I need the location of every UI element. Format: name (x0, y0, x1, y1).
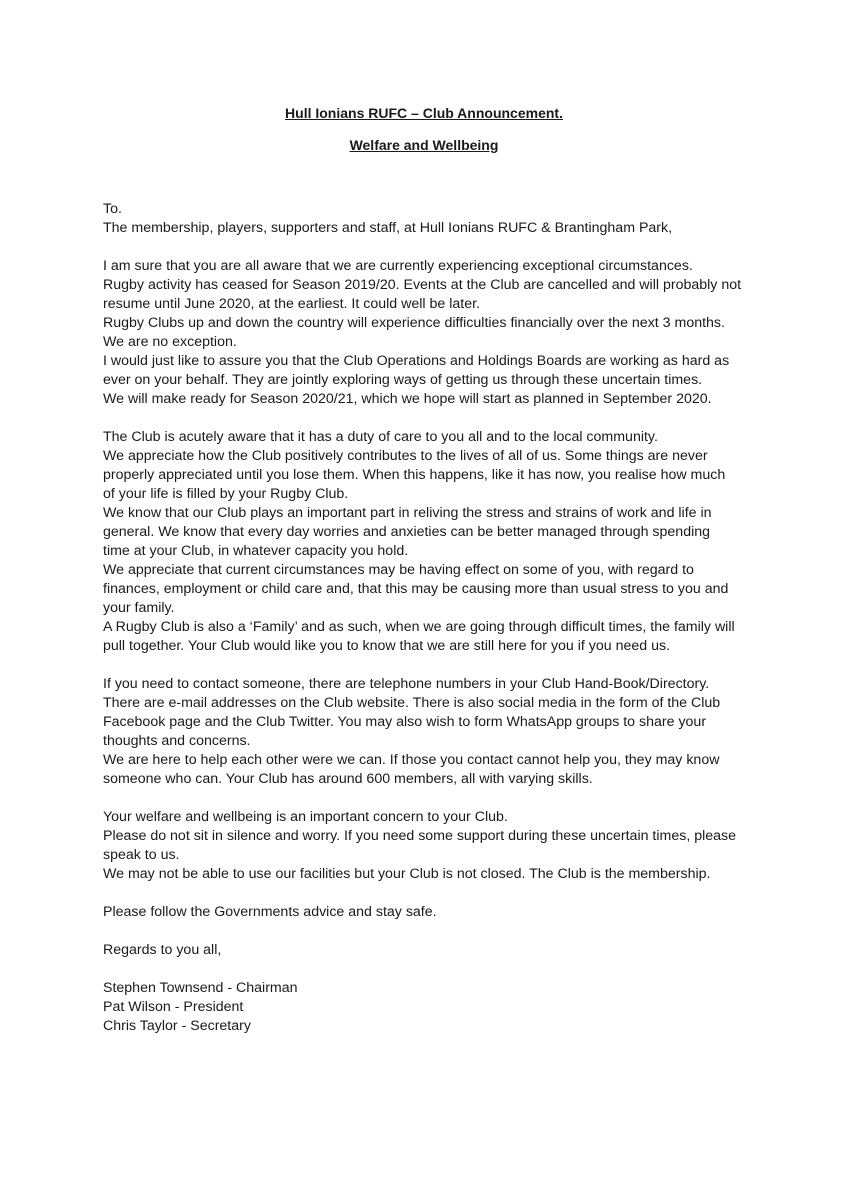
document-subtitle: Welfare and Wellbeing (349, 137, 499, 153)
text-line: The Club is acutely aware that it has a duty of care to you all and to the local community. (103, 429, 658, 445)
text-line: Facebook page and the Club Twitter. You may also wish to form WhatsApp groups to share your (103, 714, 707, 730)
signatories (103, 979, 763, 1036)
text-line: resume until June 2020, at the earliest. It could well be later. (103, 296, 480, 312)
text-line: There are e-mail addresses on the Club website. There is also social media in the form of the Club (103, 695, 721, 711)
paragraph-welfare (103, 808, 763, 884)
paragraph-circumstances (103, 257, 763, 409)
text-line: We appreciate that current circumstances may be having effect on some of you, with regard to (103, 562, 694, 578)
paragraph-duty-of-care (103, 428, 763, 656)
text-line: I am sure that you are all aware that we are currently experiencing exceptional circumstances. (103, 258, 693, 274)
text-line: Rugby Clubs up and down the country will experience difficulties financially over the next 3 months. (103, 315, 725, 331)
text-line: properly appreciated until you lose them. When this happens, like it has now, you realise how much (103, 467, 726, 483)
text-line: your family. (103, 600, 175, 616)
text-line: We appreciate how the Club positively contributes to the lives of all of us. Some things are never (103, 448, 708, 464)
text-line: We are no exception. (103, 334, 237, 350)
signatory-chairman: Stephen Townsend - Chairman (103, 980, 298, 996)
signatory-president: Pat Wilson - President (103, 999, 244, 1015)
text-line: We know that our Club plays an important part in reliving the stress and strains of work and life in (103, 505, 712, 521)
text-line: speak to us. (103, 847, 180, 863)
text-line: Rugby activity has ceased for Season 2019/20. Events at the Club are cancelled and will probably not (103, 277, 742, 293)
text-line: finances, employment or child care and, that this may be causing more than usual stress to you and (103, 581, 729, 597)
signatory-secretary: Chris Taylor - Secretary (103, 1018, 251, 1034)
text-line: A Rugby Club is also a ‘Family’ and as such, when we are going through difficult times, the family will (103, 619, 735, 635)
paragraph-contact (103, 675, 763, 789)
text-line: We may not be able to use our facilities but your Club is not closed. The Club is the membership. (103, 866, 711, 882)
text-line: We will make ready for Season 2020/21, which we hope will start as planned in September 2020. (103, 391, 712, 407)
text-line: We are here to help each other were we can. If those you contact cannot help you, they may know (103, 752, 720, 768)
text-line: general. We know that every day worries and anxieties can be better managed through spending (103, 524, 711, 540)
addressee: The membership, players, supporters and staff, at Hull Ionians RUFC & Brantingham Park, (103, 220, 673, 236)
text-line: pull together. Your Club would like you to know that we are still here for you if you need us. (103, 638, 671, 654)
advice-line: Please follow the Governments advice and stay safe. (103, 904, 437, 920)
letter-body (103, 200, 763, 1036)
salutation: To. (103, 201, 122, 217)
text-line: time at your Club, in whatever capacity you hold. (103, 543, 409, 559)
text-line: someone who can. Your Club has around 600 members, all with varying skills. (103, 771, 593, 787)
text-line: I would just like to assure you that the Club Operations and Holdings Boards are working as hard as (103, 353, 730, 369)
closing-line: Regards to you all, (103, 942, 222, 958)
text-line: thoughts and concerns. (103, 733, 251, 749)
document-title: Hull Ionians RUFC – Club Announcement. (285, 105, 563, 121)
text-line: If you need to contact someone, there are telephone numbers in your Club Hand-Book/Directory. (103, 676, 710, 692)
text-line: Your welfare and wellbeing is an important concern to your Club. (103, 809, 508, 825)
text-line: ever on your behalf. They are jointly exploring ways of getting us through these uncertain times. (103, 372, 703, 388)
text-line: Please do not sit in silence and worry. If you need some support during these uncertain times, please (103, 828, 737, 844)
text-line: of your life is filled by your Rugby Club. (103, 486, 349, 502)
